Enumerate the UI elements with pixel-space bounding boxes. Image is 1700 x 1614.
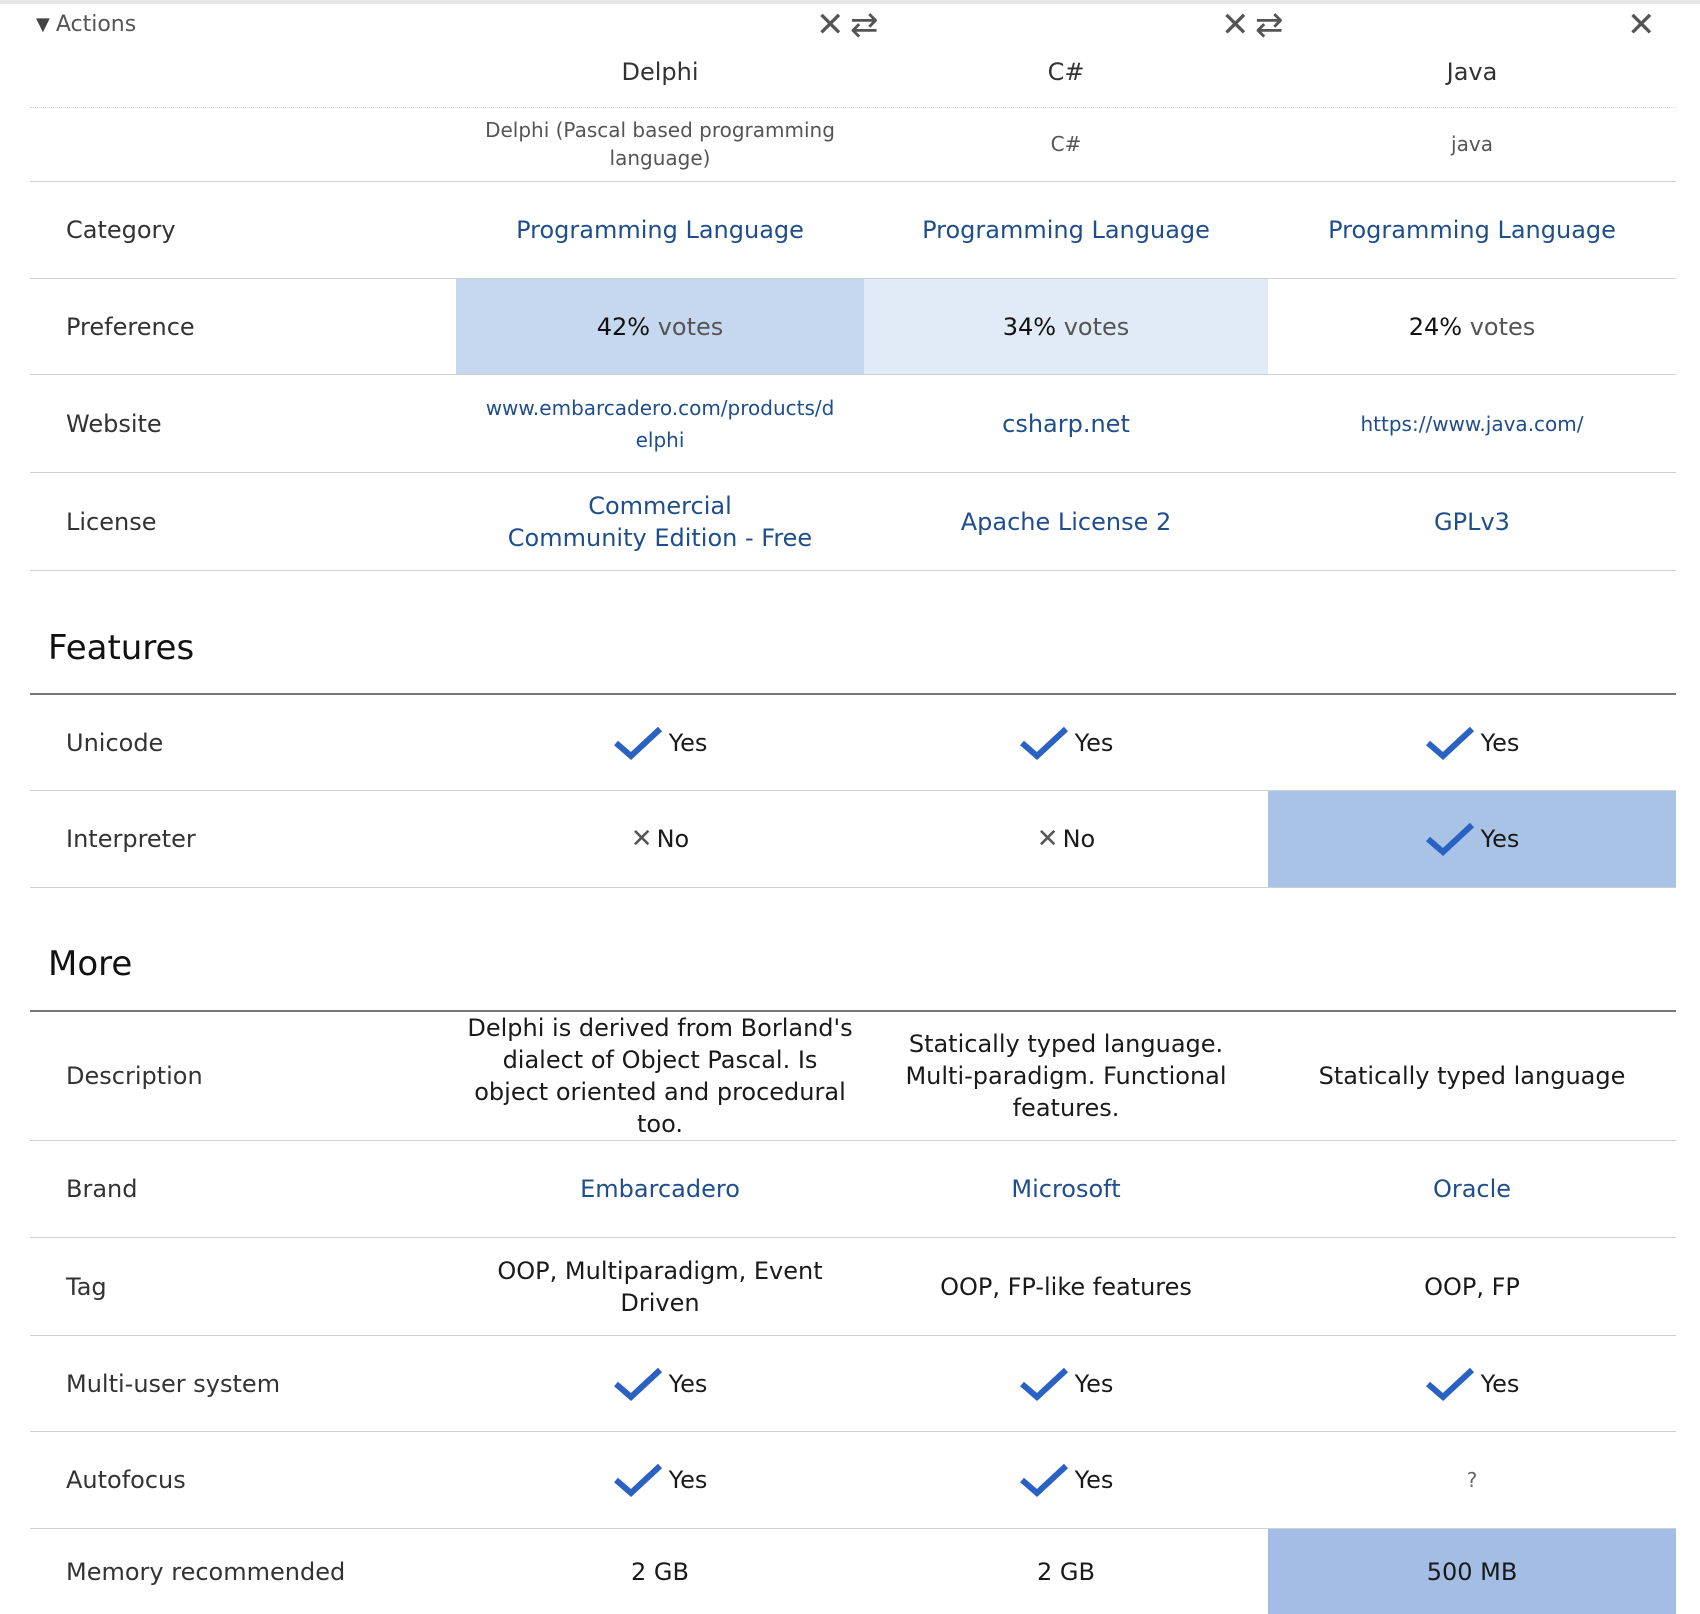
swap-column-delphi-icon[interactable]: ⇄	[850, 5, 879, 45]
swap-column-csharp-icon[interactable]: ⇄	[1255, 5, 1284, 45]
checkmark-icon	[613, 1462, 663, 1498]
header-divider	[30, 107, 1676, 108]
more-heading: More	[48, 944, 133, 984]
tag-java: OOP, FP	[1424, 1272, 1520, 1301]
category-delphi-link[interactable]: Programming Language	[516, 216, 804, 244]
checkmark-icon	[1425, 821, 1475, 857]
brand-java-link[interactable]: Oracle	[1432, 1175, 1512, 1203]
description-delphi: Delphi is derived from Borland's dialect of Object Pascal. Is object oriented and procedural too.	[467, 1014, 853, 1138]
autofocus-java-unknown: ?	[1466, 1468, 1478, 1492]
checkmark-icon	[1425, 725, 1475, 761]
tag-csharp: OOP, FP-like features	[940, 1272, 1192, 1301]
actions-toggle[interactable]	[36, 12, 136, 37]
checkmark-icon	[1019, 725, 1069, 761]
unicode-csharp	[864, 695, 1268, 790]
label-preference: Preference	[66, 312, 195, 341]
label-category: Category	[66, 216, 176, 244]
unicode-java	[1268, 695, 1676, 790]
row-divider	[30, 887, 1676, 888]
triangle-down-icon: ▼	[36, 14, 50, 35]
preference-java	[1268, 279, 1676, 374]
multiuser-java	[1268, 1336, 1676, 1431]
description-java: Statically typed language	[1318, 1062, 1626, 1090]
checkmark-icon	[613, 725, 663, 761]
alias-java: java	[1451, 132, 1493, 156]
multiuser-java-value: Yes	[1480, 1369, 1520, 1398]
label-unicode: Unicode	[66, 728, 164, 757]
interpreter-delphi-value: No	[656, 825, 690, 853]
website-java-link[interactable]: https://www.java.com/	[1360, 411, 1584, 436]
category-csharp-link[interactable]: Programming Language	[922, 216, 1210, 244]
license-csharp-link[interactable]: Apache License 2	[960, 507, 1172, 536]
memory-java: 500 MB	[1268, 1529, 1676, 1614]
remove-column-java-icon[interactable]: ✕	[1627, 5, 1656, 45]
column-name-csharp: C#	[1047, 58, 1085, 86]
interpreter-java-value: Yes	[1480, 825, 1520, 853]
website-delphi-link[interactable]: www.embarcadero.com/products/delphi	[485, 395, 835, 452]
label-description: Description	[66, 1062, 203, 1090]
column-name-delphi: Delphi	[621, 58, 699, 86]
interpreter-java	[1268, 791, 1676, 887]
autofocus-csharp	[864, 1432, 1268, 1528]
description-csharp: Statically typed language. Multi-paradigm. Functional features.	[905, 1030, 1227, 1122]
preference-votes-label: votes	[1063, 312, 1130, 341]
multiuser-csharp-value: Yes	[1074, 1369, 1114, 1398]
checkmark-icon	[1425, 1366, 1475, 1402]
label-brand: Brand	[66, 1175, 138, 1203]
license-delphi-community-link[interactable]: Community Edition - Free	[507, 523, 813, 552]
label-autofocus: Autofocus	[66, 1466, 186, 1494]
row-divider	[30, 570, 1676, 571]
interpreter-csharp-value: No	[1062, 825, 1096, 853]
checkmark-icon	[1019, 1462, 1069, 1498]
preference-java-percent: 24%	[1408, 312, 1463, 341]
license-delphi	[456, 473, 864, 570]
preference-csharp	[864, 279, 1268, 374]
tag-delphi: OOP, Multiparadigm, Event Driven	[497, 1256, 823, 1317]
x-icon: ✕	[1036, 824, 1059, 854]
autofocus-delphi	[456, 1432, 864, 1528]
remove-column-csharp-icon[interactable]: ✕	[1221, 5, 1250, 45]
multiuser-delphi-value: Yes	[668, 1369, 708, 1398]
multiuser-delphi	[456, 1336, 864, 1431]
memory-csharp: 2 GB	[1037, 1557, 1095, 1586]
top-border	[0, 0, 1700, 4]
autofocus-delphi-value: Yes	[668, 1466, 708, 1494]
unicode-delphi	[456, 695, 864, 790]
license-java-link[interactable]: GPLv3	[1434, 507, 1510, 536]
label-memory: Memory recommended	[66, 1557, 346, 1586]
alias-csharp: C#	[1050, 132, 1082, 156]
column-name-java: Java	[1446, 58, 1498, 86]
unicode-java-value: Yes	[1480, 728, 1520, 757]
remove-column-delphi-icon[interactable]: ✕	[816, 5, 845, 45]
label-license: License	[66, 507, 157, 536]
preference-votes-label: votes	[1469, 312, 1536, 341]
interpreter-delphi	[456, 791, 864, 887]
features-heading: Features	[48, 628, 195, 668]
license-delphi-commercial-link[interactable]: Commercial	[588, 491, 732, 520]
alias-delphi: Delphi (Pascal based programming language)	[485, 118, 835, 170]
preference-delphi-percent: 42%	[596, 312, 651, 341]
checkmark-icon	[613, 1366, 663, 1402]
preference-delphi	[456, 279, 864, 374]
preference-csharp-percent: 34%	[1002, 312, 1057, 341]
label-website: Website	[66, 409, 162, 438]
memory-delphi: 2 GB	[631, 1557, 689, 1586]
unicode-delphi-value: Yes	[668, 728, 708, 757]
autofocus-csharp-value: Yes	[1074, 1466, 1114, 1494]
website-csharp-link[interactable]: csharp.net	[1002, 409, 1130, 438]
category-java-link[interactable]: Programming Language	[1328, 216, 1616, 244]
x-icon: ✕	[630, 824, 653, 854]
label-tag: Tag	[66, 1272, 107, 1301]
unicode-csharp-value: Yes	[1074, 728, 1114, 757]
label-interpreter: Interpreter	[66, 825, 196, 853]
preference-votes-label: votes	[657, 312, 724, 341]
checkmark-icon	[1019, 1366, 1069, 1402]
label-multiuser: Multi-user system	[66, 1369, 281, 1398]
brand-csharp-link[interactable]: Microsoft	[1011, 1175, 1121, 1203]
interpreter-csharp	[864, 791, 1268, 887]
multiuser-csharp	[864, 1336, 1268, 1431]
brand-delphi-link[interactable]: Embarcadero	[580, 1175, 740, 1203]
actions-label: Actions	[55, 12, 137, 37]
